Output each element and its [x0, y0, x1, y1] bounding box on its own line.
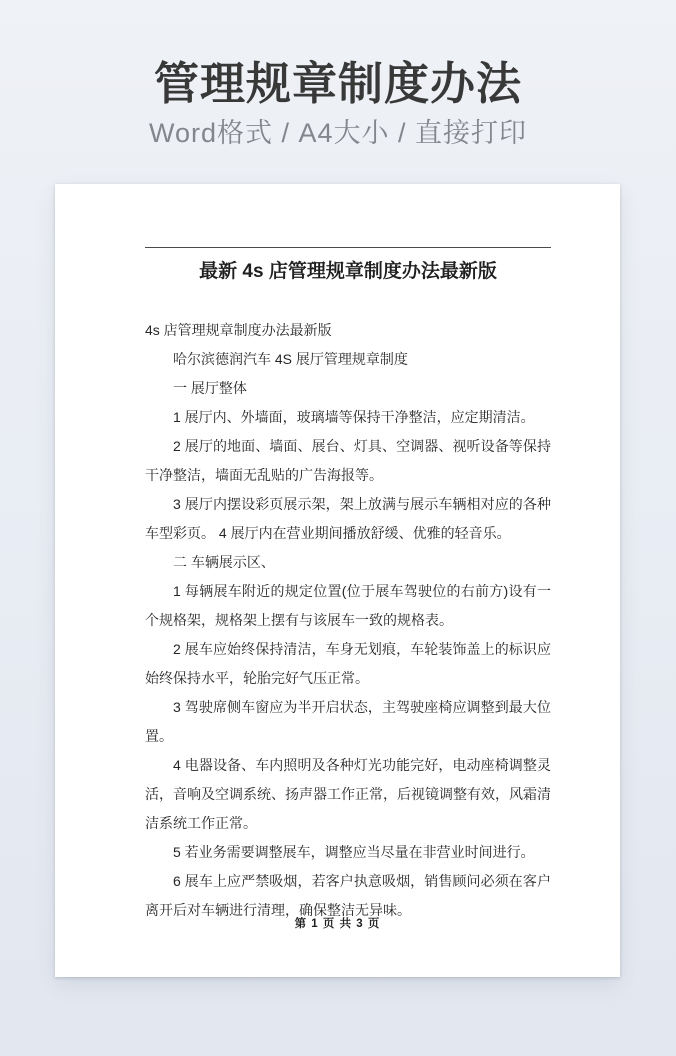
- doc-paragraph: 2 展厅的地面、墙面、展台、灯具、空调器、视听设备等保持干净整洁，墙面无乱贴的广告海报等。: [145, 438, 551, 483]
- doc-paragraph: 5 若业务需要调整展车，调整应当尽量在非营业时间进行。: [173, 844, 535, 860]
- doc-paragraph: 二 车辆展示区、: [173, 554, 275, 570]
- promo-title: 管理规章制度办法: [153, 58, 522, 109]
- doc-paragraph: 一 展厅整体: [173, 380, 247, 396]
- doc-paragraph: 3 驾驶席侧车窗应为半开启状态，主驾驶座椅应调整到最大位置。: [145, 699, 551, 744]
- document-title: 最新 4s 店管理规章制度办法最新版: [199, 261, 497, 282]
- title-divider: [145, 247, 551, 248]
- doc-paragraph: 2 展车应始终保持清洁，车身无划痕，车轮装饰盖上的标识应始终保持水平，轮胎完好气压正常。: [145, 641, 551, 686]
- page-number-footer: 第 1 页 共 3 页: [294, 918, 381, 930]
- doc-paragraph: 3 展厅内摆设彩页展示架，架上放满与展示车辆相对应的各种车型彩页。 4 展厅内在营业期间播放舒缓、优雅的轻音乐。: [145, 496, 551, 541]
- doc-paragraph: 1 展厅内、外墙面，玻璃墙等保持干净整洁，应定期清洁。: [173, 409, 535, 425]
- promo-subtitle: Word格式 / A4大小 / 直接打印: [148, 118, 528, 148]
- doc-paragraph: 1 每辆展车附近的规定位置(位于展车驾驶位的右前方)设有一个规格架，规格架上摆有与该展车一致的规格表。: [145, 583, 551, 628]
- doc-paragraph: 6 展车上应严禁吸烟，若客户执意吸烟，销售顾问必须在客户离开后对车辆进行清理，确保整洁无异味。: [145, 873, 551, 918]
- document-page: [55, 184, 620, 977]
- doc-paragraph: 4 电器设备、车内照明及各种灯光功能完好，电动座椅调整灵活，音响及空调系统、扬声器工作正常，后视镜调整有效，风霜清洁系统工作正常。: [145, 757, 551, 831]
- document-body: [145, 316, 551, 925]
- doc-paragraph: 4s 店管理规章制度办法最新版: [145, 322, 332, 338]
- doc-paragraph: 哈尔滨德润汽车 4S 展厅管理规章制度: [173, 351, 408, 367]
- document-content: [55, 184, 620, 925]
- promo-header: [0, 0, 676, 149]
